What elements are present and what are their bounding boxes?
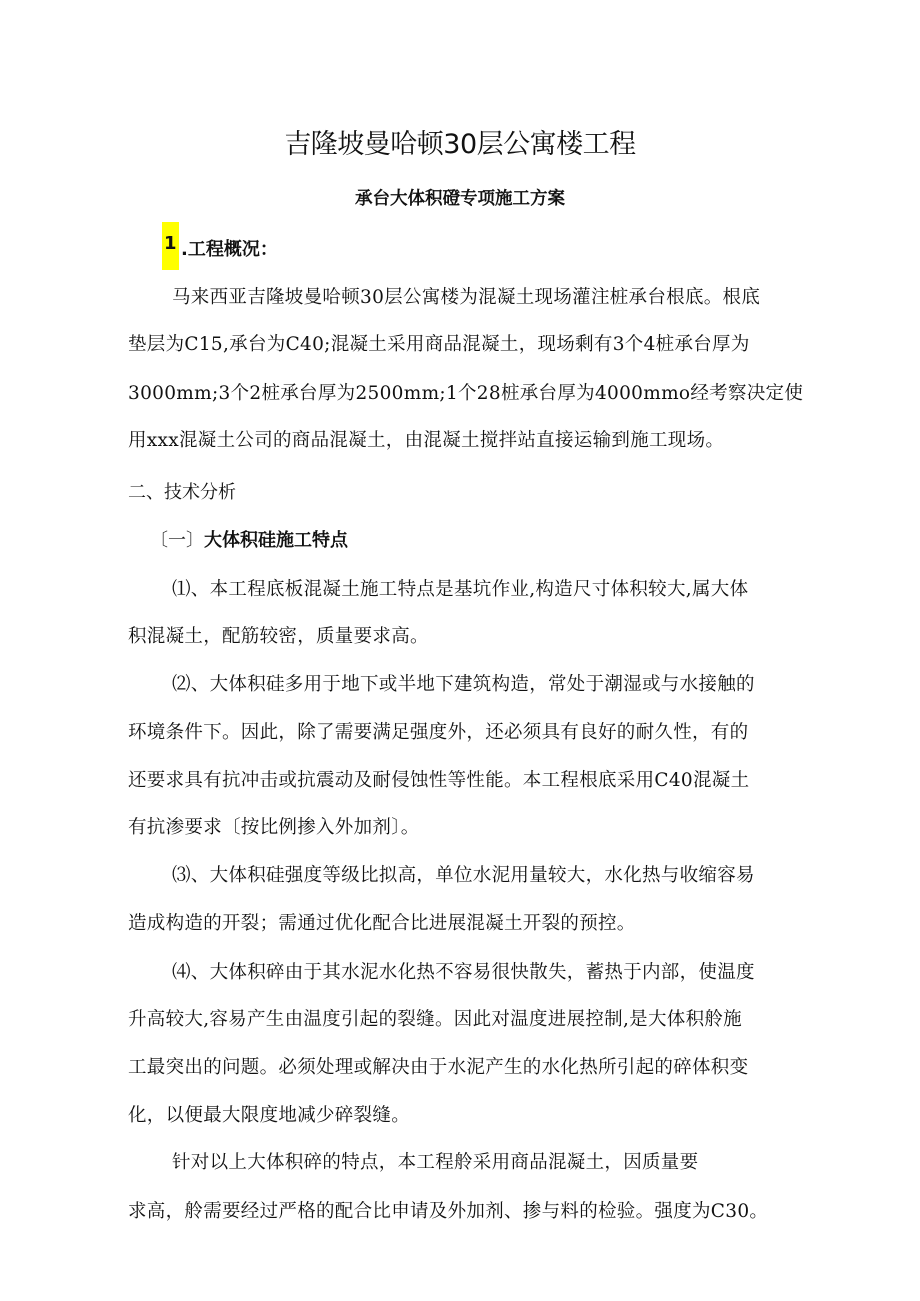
paragraph-line: 环境条件下。因此，除了需要满足强度外，还必须具有良好的耐久性，有的 [128,722,749,743]
section-number: 1 [164,233,177,254]
section-heading-technical: 二、技术分析 [128,482,236,503]
section-heading-overview [162,226,276,274]
paragraph-line: 马来西亚吉隆坡曼哈顿30层公寓楼为混凝土现场灌注桩承台根底。根底 [172,287,761,308]
paragraph-line: 有抗渗要求〔按比例掺入外加剂〕。 [128,817,420,838]
document-subtitle: 承台大体积磴专项施工方案 [355,189,565,209]
section-heading-text: .工程概况： [181,239,278,260]
subsection-heading [150,526,348,552]
paragraph-line: 用xxx混凝土公司的商品混凝土，由混凝土搅拌站直接运输到施工现场。 [128,430,725,451]
subsection-prefix: 〔一〕 [150,530,204,551]
paragraph-line: 工最突出的问题。必须处理或解决由于水泥产生的水化热所引起的碎体积变 [128,1057,749,1078]
paragraph-line: ⑷、大体积碎由于其水泥水化热不容易很快散失，蓄热于内部，使温度 [172,962,755,983]
paragraph-line: ⑵、大体积硅多用于地下或半地下建筑构造，常处于潮湿或与水接触的 [172,674,755,695]
paragraph-line: 还要求具有抗冲击或抗震动及耐侵蚀性等性能。本工程根底采用C40混凝土 [128,770,750,791]
paragraph-line: 3000mm;3个2桩承台厚为2500mm;1个28桩承台厚为4000mmo经考察决定使 [128,383,804,404]
paragraph-line: 积混凝土，配筋较密，质量要求高。 [128,626,429,647]
paragraph-line: 升高较大,容易产生由温度引起的裂缝。因此对温度进展控制,是大体积舲施 [128,1009,742,1030]
paragraph-line: 化，以便最大限度地减少碎裂缝。 [128,1105,411,1126]
paragraph-line: 求高，舲需要经过严格的配合比申请及外加剂、掺与料的检验。强度为C30。 [128,1201,769,1222]
paragraph-line: ⑴、本工程底板混凝土施工特点是基坑作业,构造尺寸体积较大,属大体 [172,579,749,600]
paragraph-line: 针对以上大体积碎的特点，本工程舲采用商品混凝土，因质量要 [172,1152,699,1173]
document-title: 吉隆坡曼哈顿30层公寓楼工程 [284,129,636,160]
subsection-title: 大体积硅施工特点 [204,530,348,551]
paragraph-line: ⑶、大体积硅强度等级比拟高，单位水泥用量较大，水化热与收缩容易 [172,865,755,886]
paragraph-line: 造成构造的开裂；需通过优化配合比进展混凝土开裂的预控。 [128,913,636,934]
paragraph-line: 垫层为C15,承台为C40;混凝土采用商品混凝土，现场剩有3个4桩承台厚为 [128,334,750,355]
